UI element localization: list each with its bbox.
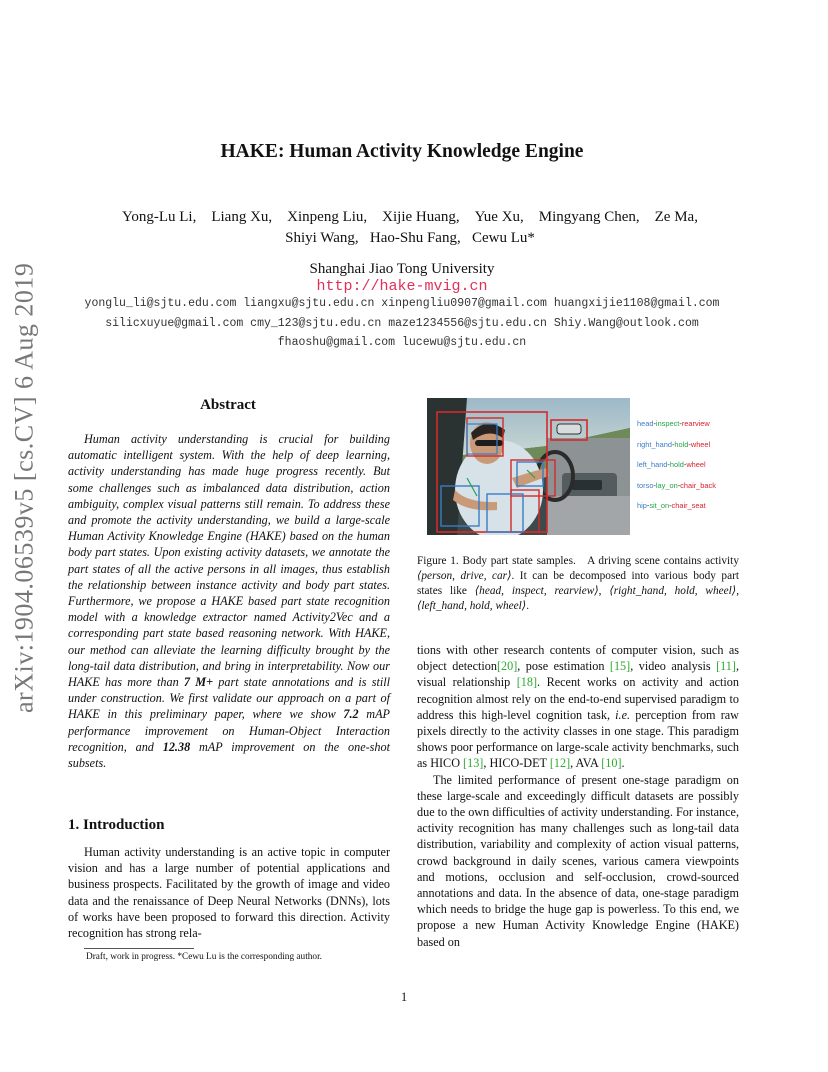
legend-separator: -: [667, 460, 670, 470]
legend-separator: -: [671, 439, 675, 449]
authors-line-2: Shiyi Wang, Hao-Shu Fang, Cewu Lu*: [285, 230, 535, 246]
introduction-heading: 1. Introduction: [68, 817, 165, 833]
page-number: 1: [400, 990, 408, 1004]
abstract-heading: Abstract: [200, 397, 256, 413]
paragraph-related-work: tions with other research contents of computer vision, such as object detection[20], pose estimation [15], video analysis [11], visual relationship [18]. Recent works on activity and action recognition almost rely on the end-to-end supervised paradigm to address this high-level cognition task, i.e. perception from raw pixels directly to the activity classes in one stage. This paradigm shows poor performance on large-scale activity benchmarks, such as HICO [13], HICO-DET [12], AVA [10].: [417, 643, 739, 771]
abstract-text: Human activity understanding is crucial for building automatic intelligent system. With the help of deep learning, activity understanding has made huge progress recently. But some challenges such as imbalanced data distribution, action ambiguity, complex visual patterns still remain. To address these and promote the activity understanding, we build a large-scale Human Activity Knowledge Engine (HAKE) based on the human body part states. Upon existing activity datasets, we annotate the part states of all the active persons in all images, thus establish the relationship between instance activity and body part states. Furthermore, we propose a HAKE based part state recognition model with a knowledge extractor named Activity2Vec and a corresponding part state based reasoning network. With HAKE, our method can alleviate the learning difficulty brought by the long-tail data distribution, and bring in interpretability. Now our HAKE has more than 7 M+ part state annotations and is still under construction. We first validate our approach on a part of HAKE in this preliminary paper, where we show 7.2 mAP performance improvement on Human-Object Interaction recognition, and 12.38 mAP improvement on the one-shot subsets.: [68, 432, 390, 771]
legend-separator: -: [653, 480, 656, 490]
caption-label: Figure 1. Body part state samples.: [417, 555, 576, 567]
stat-oneshot-improvement: 12.38: [162, 739, 191, 754]
author-emails-line-2: silicxuyue@gmail.com cmy_123@sjtu.edu.cn maze1234556@sjtu.edu.cn Shiy.Wang@outlook.com: [105, 317, 699, 330]
caption-activity-tuple: ⟨person, drive, car⟩: [417, 570, 512, 582]
driving-scene-illustration: [427, 398, 630, 535]
legend-object: chair_back: [680, 480, 716, 490]
caption-state-head: ⟨head, inspect, rearview⟩: [474, 585, 599, 597]
project-url-link[interactable]: http://hake-mvig.cn: [316, 278, 488, 295]
legend-part: head: [637, 419, 654, 428]
footnote-divider: [84, 948, 194, 949]
citation-link[interactable]: [11]: [716, 659, 736, 674]
caption-state-left-hand: ⟨left_hand, hold, wheel⟩: [417, 600, 527, 612]
figure-legend: [637, 419, 757, 522]
citation-link[interactable]: [12]: [549, 756, 571, 771]
legend-object: wheel: [690, 439, 711, 449]
legend-part: left_hand: [637, 460, 668, 470]
author-emails-line-3: fhaoshu@gmail.com lucewu@sjtu.edu.cn: [277, 336, 527, 349]
stat-map-improvement: 7.2: [343, 707, 359, 722]
legend-object: rearview: [681, 419, 710, 428]
figure-caption: Figure 1. Body part state samples. A driving scene contains activity ⟨person, drive, car⟩. It can be decomposed into various body part states like ⟨head, inspect, rearview⟩, ⟨right_hand, hold, wheel⟩, ⟨left_hand, hold, wheel⟩.: [417, 555, 740, 612]
legend-separator: -: [688, 439, 691, 449]
legend-separator: -: [669, 501, 672, 511]
authors-line-1: Yong-Lu Li, Liang Xu, Xinpeng Liu, Xijie Huang, Yue Xu, Mingyang Chen, Ze Ma,: [122, 209, 698, 225]
arxiv-side-stamp: arXiv:1904.06539v5 [cs.CV] 6 Aug 2019: [9, 262, 39, 714]
citation-link[interactable]: [18]: [516, 675, 538, 690]
legend-verb: hold: [674, 439, 689, 449]
footnote: Draft, work in progress. *Cewu Lu is the corresponding author.: [86, 952, 322, 962]
legend-entry: [637, 440, 757, 461]
legend-verb: lay_on: [655, 480, 678, 490]
legend-object: wheel: [686, 460, 706, 470]
citation-link[interactable]: [20]: [496, 659, 518, 674]
legend-entry: [637, 481, 757, 502]
paper-title: HAKE: Human Activity Knowledge Engine: [220, 141, 584, 162]
figure-driving-scene: [427, 398, 630, 535]
citation-link[interactable]: [13]: [463, 756, 484, 771]
right-column-text: [417, 642, 739, 950]
stat-annotations: 7 M+: [183, 675, 214, 690]
legend-separator: -: [683, 460, 687, 470]
legend-separator: -: [677, 480, 681, 490]
legend-entry: [637, 419, 757, 440]
legend-verb: hold: [669, 460, 684, 470]
legend-part: torso: [637, 480, 654, 490]
paragraph-limitations: The limited performance of present one-stage paradigm on these large-scale and exceedingly difficult datasets are possibly due to the own difficulties of activity understanding. For instance, activity recognition has many challenges such as long-tail data distribution, variability and complexity of action visual patterns, crowd background in daily scenes, various camera viewpoints and motions, occlusion and self-occlusion, crowd-sourced annotations and data. In the absence of data, one-stage paradigm which needs to bridge the huge gap is powerless. To this end, we propose a new Human Activity Knowledge Engine (HAKE) based on: [417, 772, 739, 949]
introduction-text: Human activity understanding is an active topic in computer vision and has a large number of potential applications and business prospects. Facilitated by the growth of image and video data and the renaissance of Deep Neural Networks (DNNs), lots of works have been proposed to forward this direction. Activity recognition has strong rela-: [68, 845, 390, 941]
legend-verb: sit_on: [649, 501, 670, 511]
legend-verb: inspect: [655, 419, 680, 428]
citation-link[interactable]: [15]: [609, 659, 631, 674]
caption-state-right-hand: ⟨right_hand, hold, wheel⟩: [609, 585, 737, 597]
legend-part: right_hand: [637, 439, 672, 449]
legend-separator: -: [646, 501, 650, 511]
legend-entry: [637, 460, 757, 481]
affiliation: Shanghai Jiao Tong University: [309, 261, 495, 277]
legend-object: chair_seat: [671, 501, 706, 511]
legend-separator: -: [653, 419, 656, 428]
author-emails-line-1: yonglu_li@sjtu.edu.com liangxu@sjtu.edu.cn xinpengliu0907@gmail.com huangxijie1108@gmail.com: [84, 297, 720, 310]
legend-part: hip: [637, 501, 647, 511]
legend-separator: -: [679, 419, 682, 428]
citation-link[interactable]: [10]: [601, 756, 622, 771]
legend-entry: [637, 501, 757, 522]
